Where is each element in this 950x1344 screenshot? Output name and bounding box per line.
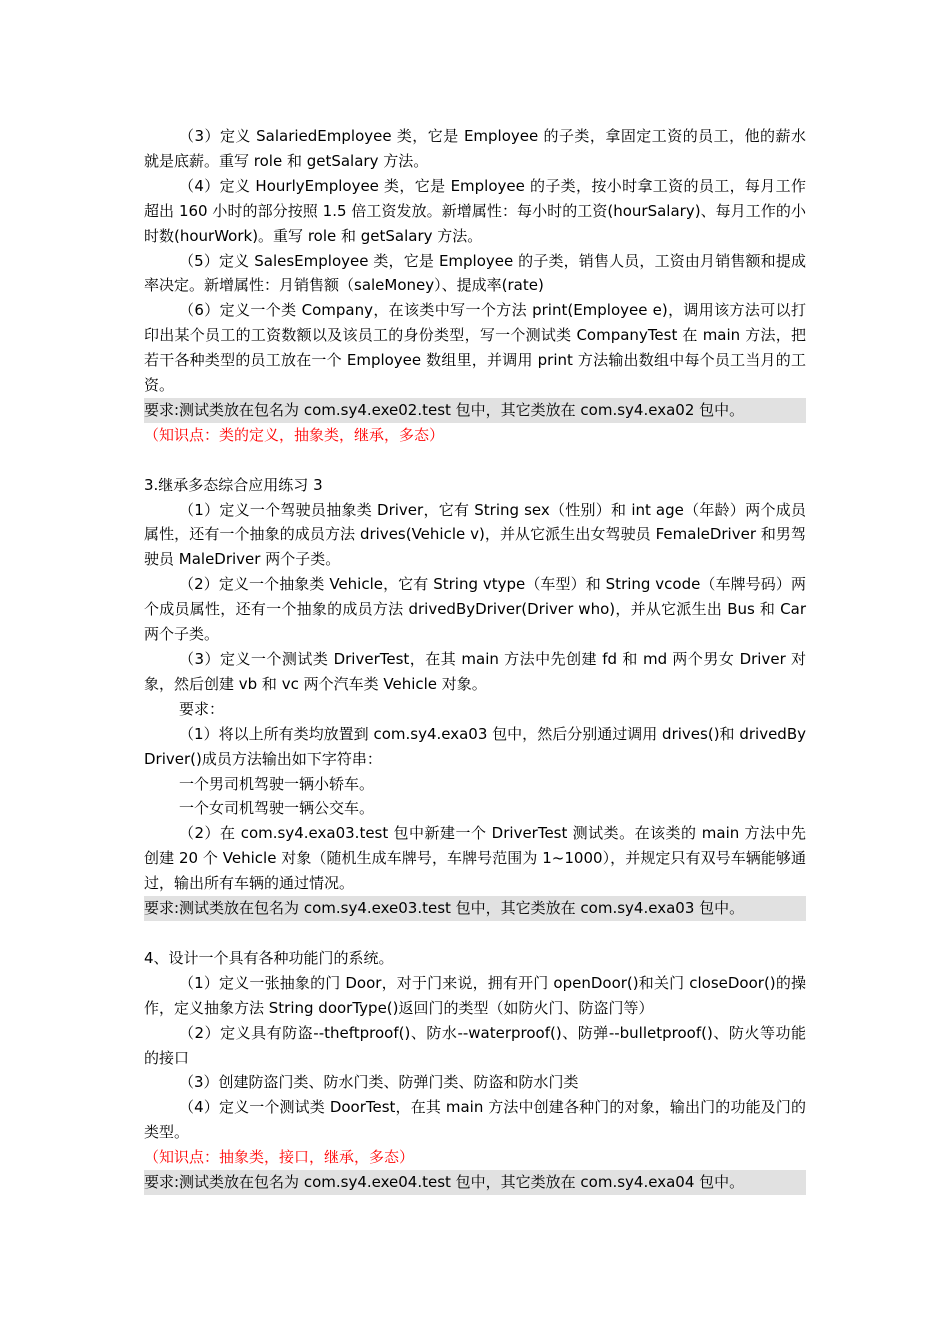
- s4-title: 4、设计一个具有各种功能门的系统。: [144, 948, 394, 967]
- s3-requirement-1: （1）将以上所有类均放置到 com.sy4.exa03 包中，然后分别通过调用 drives()和 drivedByDriver()成员方法输出如下字符串：: [144, 724, 806, 768]
- s2-item-6: （6）定义一个类 Company，在该类中写一个方法 print(Employee e)，调用该方法可以打印出某个员工的工资数额以及该员工的身份类型，写一个测试类 CompanyTest 在 main 方法，把若干各种类型的员工放在一个 Employee 数组里，并调用 print 方法输出数组中每个员工当月的工资。: [144, 301, 806, 395]
- s2-item-4: （4）定义 HourlyEmployee 类，它是 Employee 的子类，按小时拿工资的员工，每月工作超出 160 小时的部分按照 1.5 倍工资发放。新增属性：每小时的工资(hourSalary)、每月工作的小时数(hourWork)。重写 role 和 getSalary 方法。: [144, 176, 806, 245]
- s4-item-2: （2）定义具有防盗--theftproof()、防水--waterproof()、防弹--bulletproof()、防火等功能的接口: [144, 1023, 806, 1067]
- s2-item-3: （3）定义 SalariedEmployee 类，它是 Employee 的子类，拿固定工资的员工，他的薪水就是底薪。重写 role 和 getSalary 方法。: [144, 127, 806, 170]
- s3-requirement: 要求:测试类放在包名为 com.sy4.exe03.test 包中，其它类放在 com.sy4.exa03 包中。: [144, 896, 806, 921]
- s4-item-1: （1）定义一张抽象的门 Door，对于门来说，拥有开门 openDoor()和关门 closeDoor()的操作，定义抽象方法 String doorType()返回门的类型（如防火门、防盗门等）: [144, 973, 806, 1017]
- s3-item-1: （1）定义一个驾驶员抽象类 Driver，它有 String sex（性别）和 int age（年龄）两个成员属性，还有一个抽象的成员方法 drives(Vehicle v)，并从它派生出女驾驶员 FemaleDriver 和男驾驶员 MaleDriver 两个子类。: [144, 500, 806, 569]
- s4-requirement: 要求:测试类放在包名为 com.sy4.exe04.test 包中，其它类放在 com.sy4.exa04 包中。: [144, 1170, 806, 1195]
- s2-knowledge-points: （知识点：类的定义，抽象类，继承，多态）: [144, 425, 445, 444]
- s3-title: 3.继承多态综合应用练习 3: [144, 475, 323, 494]
- s3-item-3: （3）定义一个测试类 DriverTest，在其 main 方法中先创建 fd 和 md 两个男女 Driver 对象，然后创建 vb 和 vc 两个汽车类 Vehicle 对象。: [144, 650, 806, 693]
- document-body: [144, 124, 806, 1195]
- s3-output-2: 一个女司机驾驶一辆公交车。: [179, 799, 375, 818]
- s3-requirement-label: 要求：: [179, 699, 225, 718]
- s2-item-5: （5）定义 SalesEmployee 类，它是 Employee 的子类，销售人员，工资由月销售额和提成率决定。新增属性：月销售额（saleMoney）、提成率(rate): [144, 251, 806, 295]
- blank-line: [144, 921, 806, 946]
- s4-knowledge-points: （知识点：抽象类，接口，继承，多态）: [144, 1148, 415, 1167]
- s4-item-4: （4）定义一个测试类 DoorTest，在其 main 方法中创建各种门的对象，输出门的功能及门的类型。: [144, 1098, 806, 1142]
- s3-output-1: 一个男司机驾驶一辆小轿车。: [179, 774, 375, 793]
- s3-item-2: （2）定义一个抽象类 Vehicle，它有 String vtype（车型）和 String vcode（车牌号码）两个成员属性，还有一个抽象的成员方法 drivedByDriver(Driver who)，并从它派生出 Bus 和 Car 两个子类。: [144, 575, 806, 644]
- s4-item-3: （3）创建防盗门类、防水门类、防弹门类、防盗和防水门类: [179, 1073, 579, 1092]
- s3-requirement-2: （2）在 com.sy4.exa03.test 包中新建一个 DriverTest 测试类。在该类的 main 方法中先创建 20 个 Vehicle 对象（随机生成车牌号，车牌号范围为 1~1000），并规定只有双号车辆能够通过，输出所有车辆的通过情况。: [144, 824, 806, 893]
- s2-requirement: 要求:测试类放在包名为 com.sy4.exe02.test 包中，其它类放在 com.sy4.exa02 包中。: [144, 398, 806, 423]
- blank-line: [144, 448, 806, 473]
